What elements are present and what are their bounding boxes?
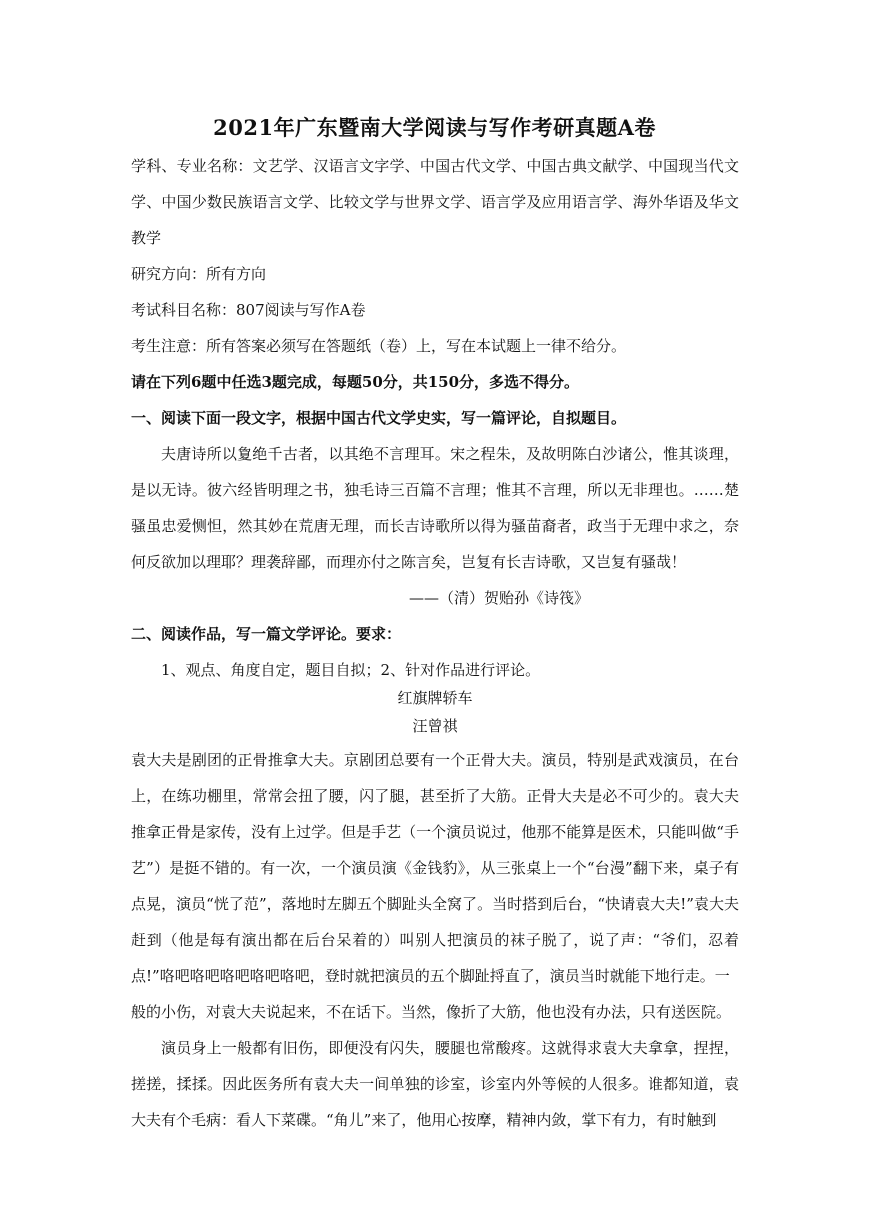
direction-line <box>131 256 739 292</box>
question1-passage-text: 夫唐诗所以夐绝千古者，以其绝不言理耳。宋之程朱，及故明陈白沙诸公，惟其谈理，是以无诗。彼六经皆明理之书，独毛诗三百篇不言理；惟其不言理，所以无非理也。……楚骚虽忠爱恻怛，然其妙在荒唐无理，而长吉诗歌所以得为骚苗裔者，政当于无理中求之，奈何反欲加以理耶？理袭辞鄙，而理亦付之陈言矣，岂复有长吉诗歌，又岂复有骚哉！ <box>131 445 739 571</box>
work-title-text: 红旗牌轿车 <box>397 689 473 707</box>
subject-line <box>131 148 739 256</box>
work-author-text: 汪曾祺 <box>412 717 458 735</box>
story-paragraph-1-text: 袁大夫是剧团的正骨推拿大夫。京剧团总要有一个正骨大夫。演员，特别是武戏演员，在台上，在练功棚里，常常会扭了腰，闪了腿，甚至折了大筋。正骨大夫是必不可少的。袁大夫推拿正骨是家传，没有上过学。但是手艺（一个演员说过，他那不能算是医术，只能叫做“手艺”）是挺不错的。有一次，一个演员演《金钱豹》，从三张桌上一个“台漫”翻下来，桌子有点晃，演员“恍了范”，落地时左脚五个脚趾头全窝了。当时搭到后台，“快请袁大夫!”袁大夫赶到（他是每有演出都在后台呆着的）叫别人把演员的袜子脱了，说了声：“爷们，忍着点!”咯吧咯吧咯吧咯吧咯吧，登时就把演员的五个脚趾捋直了，演员当时就能下地行走。一 <box>131 751 739 985</box>
exam-name-line <box>131 292 739 328</box>
instruction-text: 请在下列6题中任选3题完成，每题50分，共150分，多选不得分。 <box>131 373 580 391</box>
story-paragraph-2 <box>131 1030 739 1138</box>
work-author <box>131 708 739 744</box>
notice-line <box>131 328 739 364</box>
notice-text: 考生注意：所有答案必须写在答题纸（卷）上，写在本试题上一律不给分。 <box>131 337 627 355</box>
exam-name-text: 考试科目名称：807阅读与写作A卷 <box>131 301 366 319</box>
question2-requirement-text: 1、观点、角度自定，题目自拟；2、针对作品进行评论。 <box>161 661 541 679</box>
question2-heading-text: 二、阅读作品，写一篇文学评论。要求： <box>131 625 402 643</box>
story-paragraph-1-continued-text: 般的小伤，对袁大夫说起来，不在话下。当然，像折了大筋，他也没有办法，只有送医院。 <box>131 1003 732 1021</box>
story-paragraph-2-text: 演员身上一般都有旧伤，即便没有闪失，腰腿也常酸疼。这就得求袁大夫拿拿，捏捏，搓搓，揉揉。因此医务所有袁大夫一间单独的诊室，诊室内外等候的人很多。谁都知道，袁大夫有个毛病：看人下菜碟。“角儿”来了，他用心按摩，精神内敛，掌下有力，有时触到 <box>131 1039 739 1129</box>
subject-text: 学科、专业名称：文艺学、汉语言文字学、中国古代文学、中国古典文献学、中国现当代文学、中国少数民族语言文学、比较文学与世界文学、语言学及应用语言学、海外华语及华文教学 <box>131 157 739 247</box>
question1-source-text: ——（清）贺贻孙《诗筏》 <box>408 589 589 607</box>
instruction-line <box>131 364 739 400</box>
story-paragraph-1-continued <box>131 994 739 1030</box>
direction-text: 研究方向：所有方向 <box>131 265 267 283</box>
page-title: 2021年广东暨南大学阅读与写作考研真题A卷 <box>213 115 656 140</box>
question2-heading <box>131 616 739 652</box>
question1-heading <box>131 400 739 436</box>
story-paragraph-1 <box>131 742 739 994</box>
question1-passage <box>131 436 739 580</box>
question1-source <box>131 580 739 616</box>
question1-heading-text: 一、阅读下面一段文字，根据中国古代文学史实，写一篇评论，自拟题目。 <box>131 409 627 427</box>
